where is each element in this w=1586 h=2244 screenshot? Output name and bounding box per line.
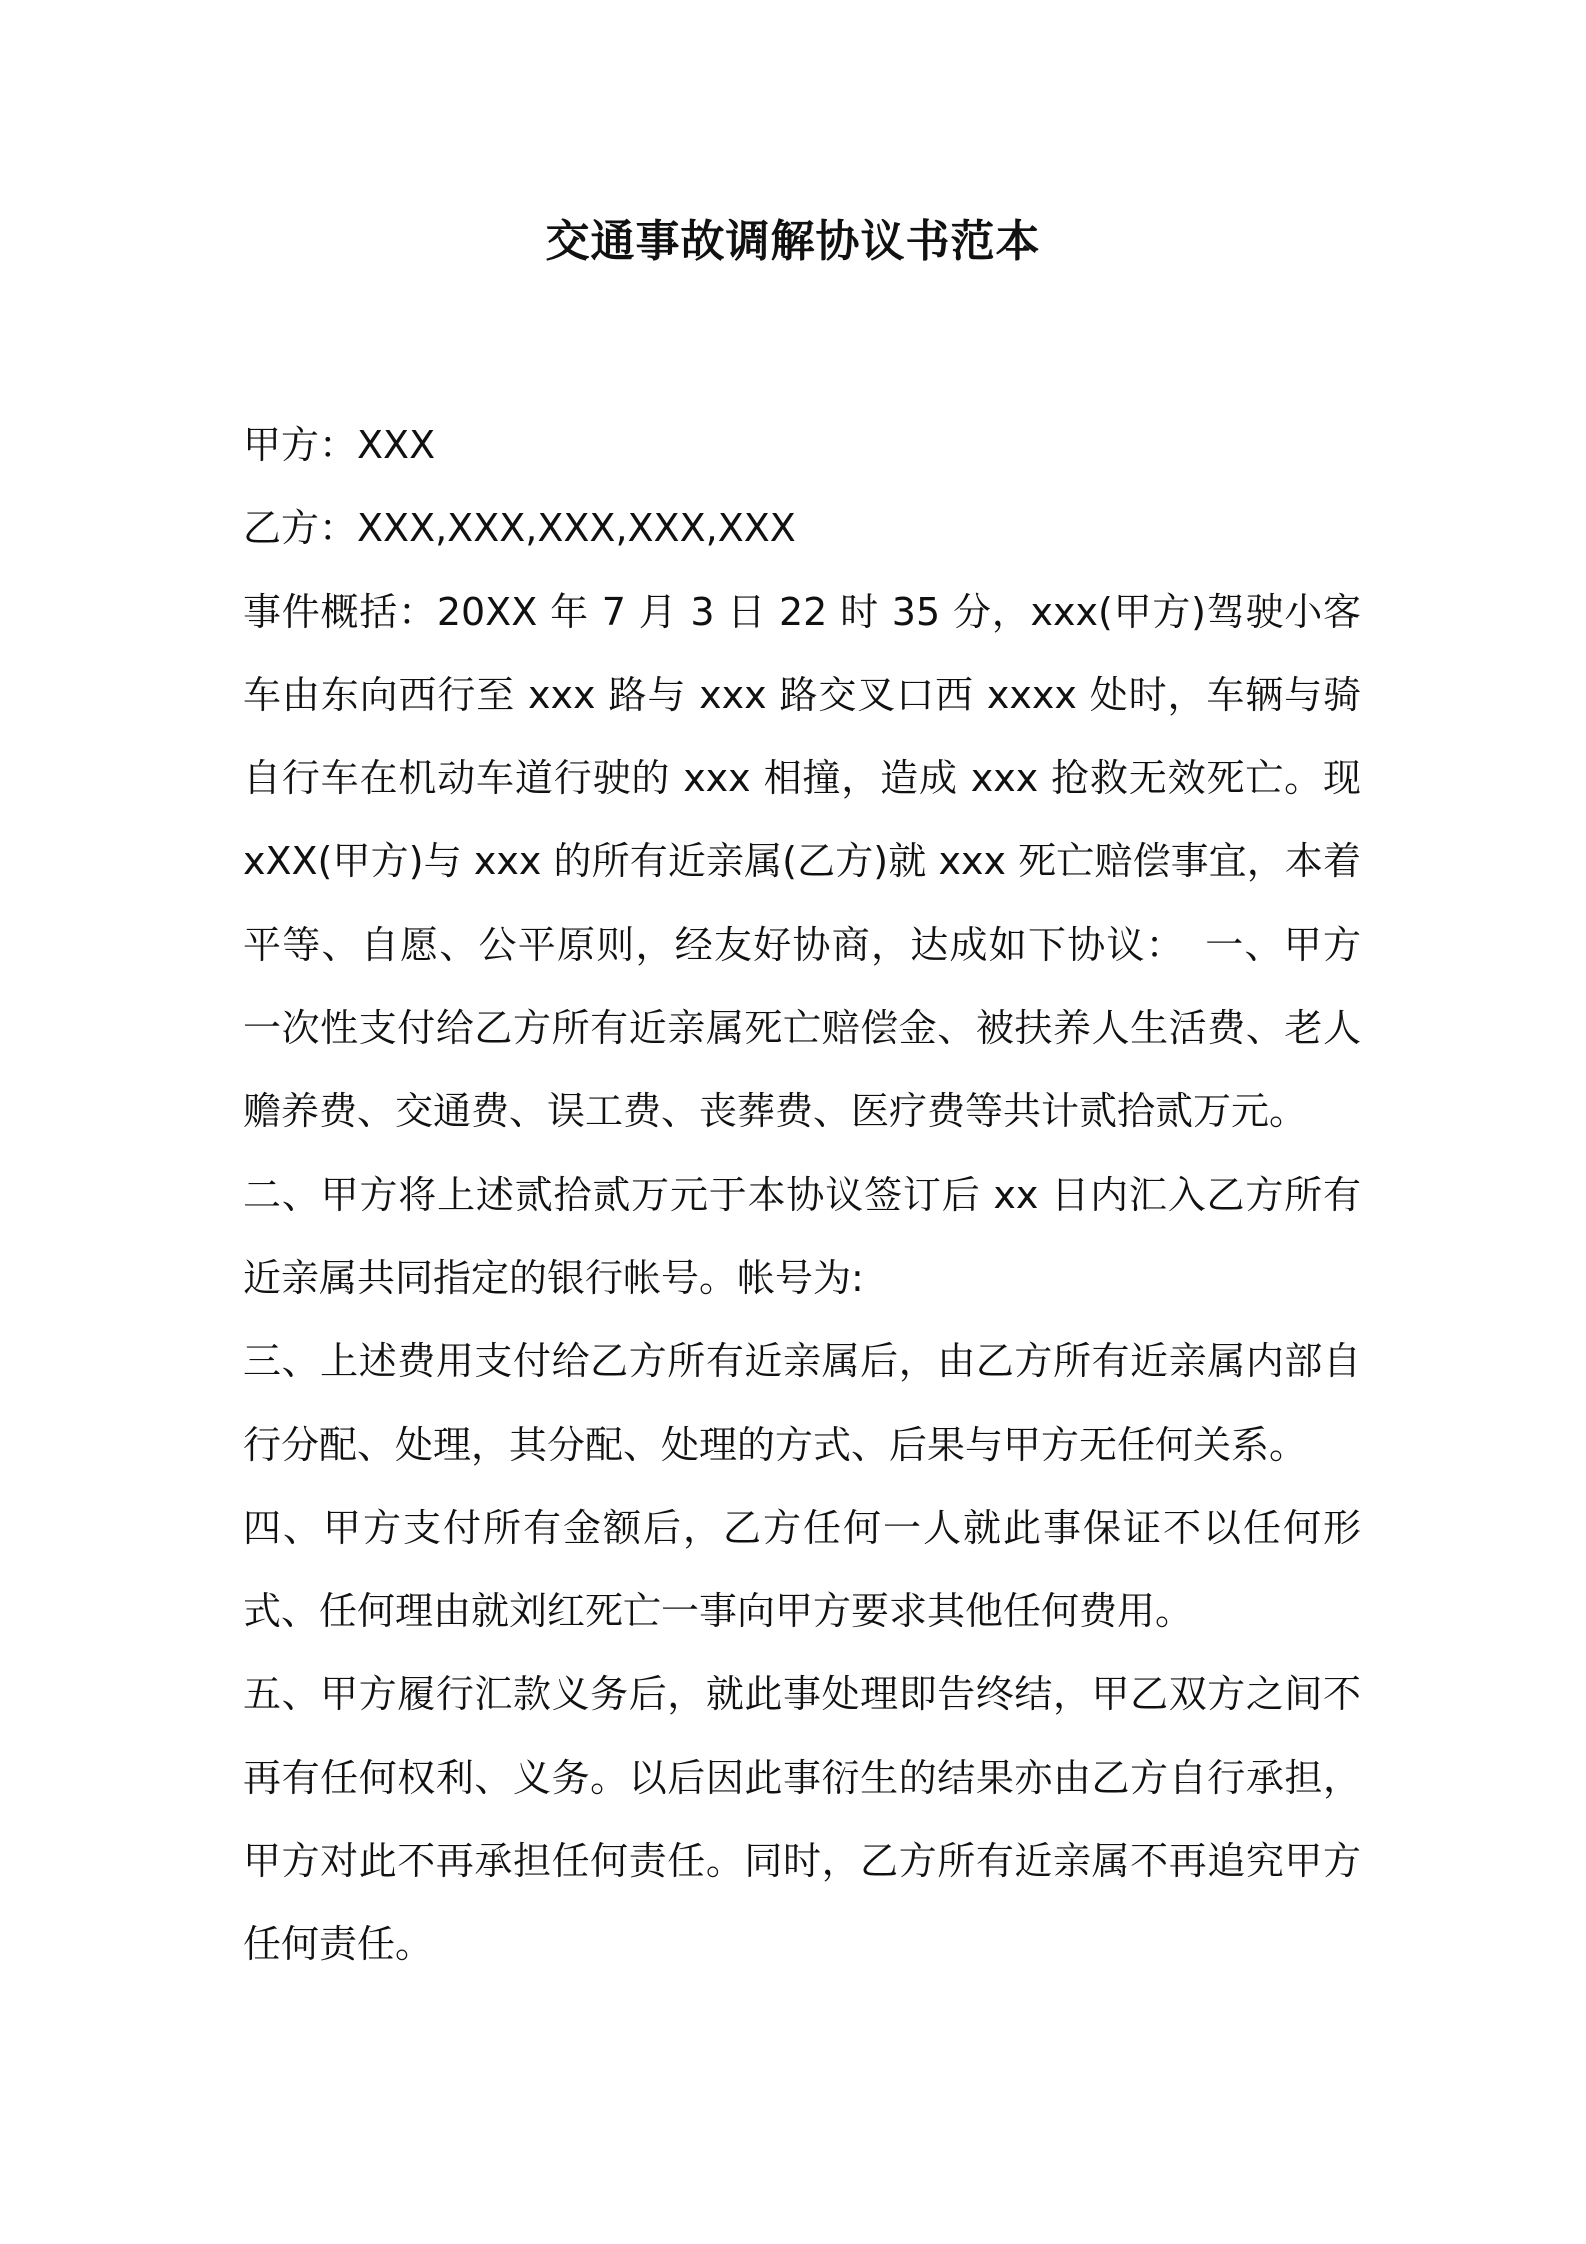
clause-two-paragraph: 二、甲方将上述贰拾贰万元于本协议签订后 xx 日内汇入乙方所有近亲属共同指定的银行帐号。帐号为: (243, 1172, 1361, 1300)
party-a-line: 甲方：XXX (243, 423, 436, 467)
party-b-line: 乙方：XXX,XXX,XXX,XXX,XXX (243, 506, 796, 551)
clause-three-paragraph: 三、上述费用支付给乙方所有近亲属后，由乙方所有近亲属内部自行分配、处理，其分配、处理的方式、后果与甲方无任何关系。 (243, 1339, 1361, 1467)
document-body (243, 404, 1361, 1987)
document-title: 交通事故调解协议书范本 (545, 216, 1041, 267)
clause-five-paragraph: 五、甲方履行汇款义务后，就此事处理即告终结，甲乙双方之间不再有任何权利、义务。以后因此事衍生的结果亦由乙方自行承担，甲方对此不再承担任何责任。同时，乙方所有近亲属不再追究甲方任何责任。 (243, 1672, 1361, 1967)
incident-summary-paragraph: 事件概括：20XX 年 7 月 3 日 22 时 35 分，xxx(甲方)驾驶小客车由东向西行至 xxx 路与 xxx 路交叉口西 xxxx 处时，车辆与骑自行车在机动车道行驶的 xxx 相撞，造成 xxx 抢救无效死亡。现 xXX(甲方)与 xxx 的所有近亲属(乙方)就 xxx 死亡赔偿事宜，本着平等、自愿、公平原则，经友好协商，达成如下协议： 一、甲方一次性支付给乙方所有近亲属死亡赔偿金、被扶养人生活费、老人赡养费、交通费、误工费、丧葬费、医疗费等共计贰拾贰万元。 (243, 589, 1361, 1134)
clause-four-paragraph: 四、甲方支付所有金额后，乙方任何一人就此事保证不以任何形式、任何理由就刘红死亡一事向甲方要求其他任何费用。 (243, 1505, 1361, 1634)
